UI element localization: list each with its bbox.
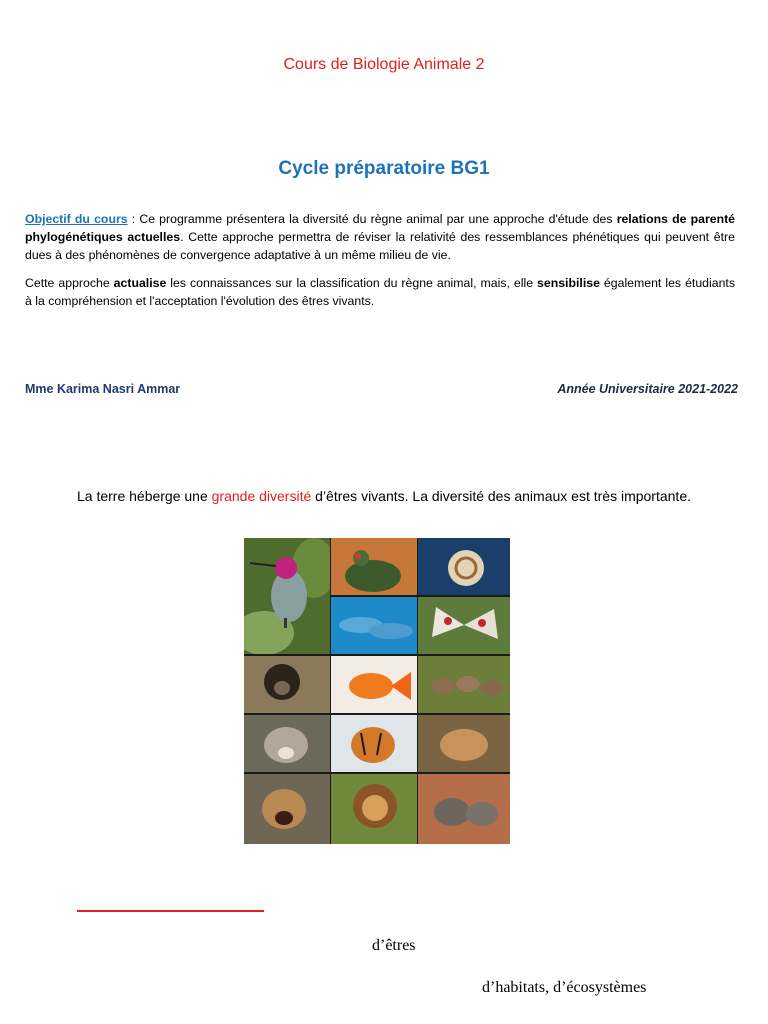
collage-dolphins (331, 597, 417, 654)
course-title (0, 56, 768, 74)
collage-tiger (331, 715, 417, 772)
collage-nautilus (418, 538, 510, 595)
objective-label[interactable]: Objectif du cours (25, 212, 128, 226)
objective-text-a: Ce programme présentera la diversité du règne animal par une approche d'étude des (139, 212, 617, 226)
collage-wolf (244, 715, 330, 772)
approach-bold-a: actualise (113, 276, 167, 290)
objective-text-b: . Cette approche permettra de réviser la relativité des ressemblances phénétiques qui peuvent être dues à des phénomènes de convergence adaptative à un même milieu de vie. (25, 230, 735, 262)
approach-text-a: Cette approche (25, 276, 114, 290)
course-name: Biologie Animale 2 (352, 56, 485, 73)
approach-bold-b: sensibilise (537, 276, 600, 290)
approach-text-b: les connaissances sur la classification du règne animal, mais, elle (166, 276, 538, 290)
collage-hummingbird (244, 538, 330, 654)
author: Mme Karima Nasri Ammar (25, 382, 181, 396)
collage-cougar (418, 715, 510, 772)
text-fragment-1: d’êtres (372, 937, 416, 954)
course-prefix: Cours de (283, 56, 349, 73)
academic-year: Année Universitaire 2021-2022 (557, 382, 738, 396)
diversity-text-a: La terre héberge une (76, 488, 212, 504)
collage-lioness (244, 774, 330, 844)
objective-bold: relations de parenté phylogénétiques actuelles (25, 212, 736, 244)
diversity-text-b: d’êtres vivants. La diversité des animaux est très importante. (311, 488, 691, 504)
cycle-title: Cycle préparatoire BG1 (278, 158, 490, 179)
collage-elephants (418, 774, 510, 844)
collage-geese (418, 656, 510, 713)
collage-lion (331, 774, 417, 844)
diversity-highlight: grande diversité (211, 488, 312, 504)
diversity-sentence (0, 488, 768, 504)
objective-sep: : (127, 212, 140, 226)
text-fragment-2: d’habitats, d’écosystèmes (482, 979, 647, 996)
animal-collage (244, 538, 510, 844)
approach-paragraph (25, 274, 735, 310)
collage-goldfish (331, 656, 417, 713)
collage-chimpanzee (244, 656, 330, 713)
collage-butterfly (418, 597, 510, 654)
objective-paragraph (25, 210, 735, 264)
red-underline-divider (77, 910, 264, 912)
collage-turtle (331, 538, 417, 595)
approach-text-c: également les étudiants à la compréhension et l'acceptation l'évolution des êtres vivants. (25, 276, 735, 308)
